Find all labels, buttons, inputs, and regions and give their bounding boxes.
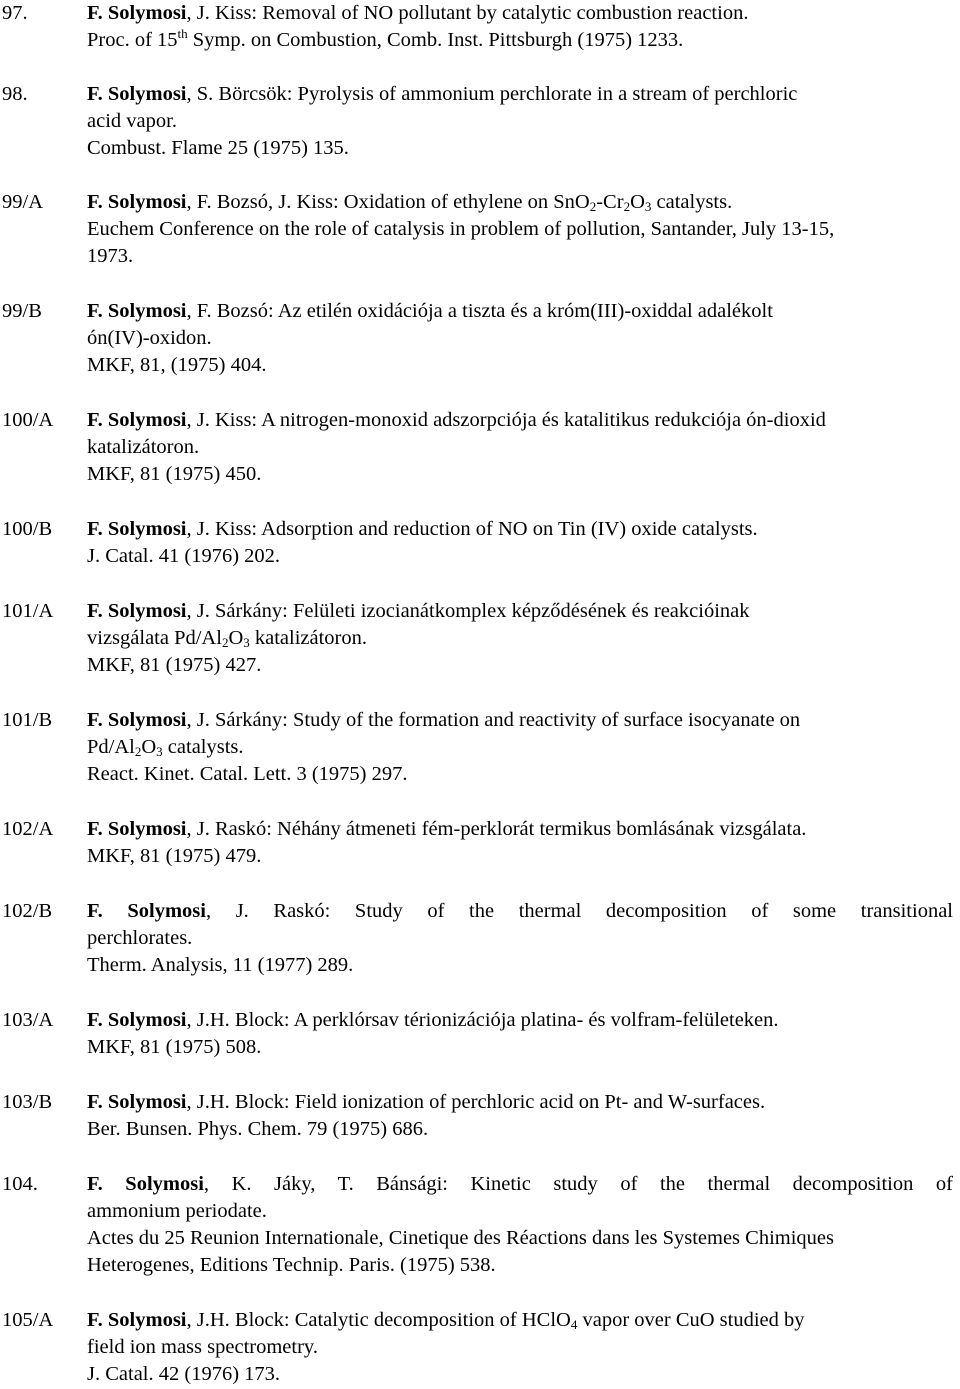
citation-text: , F. Bozsó: Az etilén oxidációja a tiszta és a króm(III)-oxiddal adalékolt [186, 300, 773, 322]
citation-line [87, 652, 953, 679]
citation-text: Therm. Analysis, 11 (1977) 289. [87, 954, 354, 976]
citation-text: , J.H. Block: Field ionization of perchloric acid on Pt- and W-surfaces. [186, 1091, 766, 1113]
author-name: F. Solymosi [87, 709, 187, 731]
citation-text: vapor over CuO studied by [577, 1309, 805, 1331]
citation-text: -Cr [596, 191, 624, 213]
citation-text: Proc. of 15 [87, 29, 178, 51]
citation-authors-title [87, 898, 953, 925]
citation-text: Euchem Conference on the role of catalysis in problem of pollution, Santander, July 13-15, [87, 218, 835, 240]
subscript: 2 [623, 199, 631, 214]
subscript: 3 [644, 199, 652, 214]
author-name: F. Solymosi [87, 1091, 187, 1113]
citation-text: , J. Kiss: Adsorption and reduction of NO on Tin (IV) oxide catalysts. [186, 518, 758, 540]
subscript: 2 [589, 199, 597, 214]
subscript: 3 [156, 744, 163, 759]
entry-number: 102/B [2, 900, 53, 922]
entry-body [87, 0, 953, 54]
citation-text: O [141, 736, 157, 758]
citation-text: ón(IV)-oxidon. [87, 327, 212, 349]
subscript: 4 [570, 1317, 578, 1332]
citation-text: , J.H. Block: A perklórsav térionizációja platina- és volfram-felületeken. [186, 1009, 779, 1031]
citation-text: , J. Kiss: A nitrogen-monoxid adszorpciója és katalitikus redukciója ón-dioxid [186, 409, 826, 431]
entry-number: 103/A [2, 1009, 54, 1031]
citation-authors-title [87, 707, 953, 734]
entry-body [87, 898, 953, 979]
citation-text: , J. Kiss: Removal of NO pollutant by catalytic combustion reaction. [186, 2, 749, 24]
citation-line [87, 543, 953, 570]
citation-text: , S. Börcsök: Pyrolysis of ammonium perchlorate in a stream of perchloric [186, 83, 798, 105]
citation-text: Pd/Al [87, 736, 135, 758]
entry-number: 98. [2, 83, 28, 105]
entry-number: 99/B [2, 300, 42, 322]
citation-text: J. Catal. 41 (1976) 202. [87, 545, 281, 567]
citation-text: React. Kinet. Catal. Lett. 3 (1975) 297. [87, 763, 408, 785]
citation-authors-title [87, 1171, 953, 1198]
citation-line [87, 461, 953, 488]
citation-text: katalizátoron. [249, 627, 368, 649]
entry-body [87, 1007, 953, 1061]
entry-body [87, 598, 953, 679]
citation-text: field ion mass spectrometry. [87, 1336, 318, 1358]
entry-body [87, 816, 953, 870]
citation-text: Ber. Bunsen. Phys. Chem. 79 (1975) 686. [87, 1118, 429, 1140]
citation-line [87, 352, 953, 379]
citation-text: Symp. on Combustion, Comb. Inst. Pittsburgh (1975) 1233. [187, 29, 684, 51]
author-name: F. Solymosi [87, 409, 187, 431]
citation-line [87, 1334, 953, 1361]
citation-line [87, 952, 953, 979]
entry-number: 103/B [2, 1091, 53, 1113]
citation-text: Actes du 25 Reunion Internationale, Cinetique des Réactions dans les Systemes Chimiques [87, 1227, 834, 1249]
entry-number: 104. [2, 1173, 38, 1195]
entry-number: 101/A [2, 600, 54, 622]
citation-line [87, 434, 953, 461]
citation-text: O [228, 627, 244, 649]
entry-body [87, 81, 953, 162]
subscript: 2 [134, 744, 142, 759]
citation-authors-title [87, 1307, 953, 1334]
citation-line [87, 925, 953, 952]
citation-line [87, 1116, 953, 1143]
superscript: th [177, 26, 188, 41]
subscript: 3 [243, 635, 250, 650]
subscript: 2 [221, 635, 229, 650]
entry-number: 100/B [2, 518, 53, 540]
citation-text: vizsgálata Pd/Al [87, 627, 222, 649]
citation-line [87, 216, 953, 243]
citation-text: MKF, 81, (1975) 404. [87, 354, 267, 376]
citation-line [87, 108, 953, 135]
entry-number: 101/B [2, 709, 53, 731]
entry-body [87, 298, 953, 379]
citation-text: perchlorates. [87, 927, 193, 949]
citation-text: catalysts. [651, 191, 733, 213]
author-name: F. Solymosi [87, 191, 187, 213]
author-name: F. Solymosi [87, 1309, 187, 1331]
citation-text: katalizátoron. [87, 436, 200, 458]
citation-text: , F. Bozsó, J. Kiss: Oxidation of ethylene on SnO [186, 191, 590, 213]
citation-authors-title [87, 189, 953, 216]
citation-line [87, 325, 953, 352]
citation-authors-title [87, 598, 953, 625]
citation-text: MKF, 81 (1975) 427. [87, 654, 262, 676]
citation-line [87, 1034, 953, 1061]
citation-line [87, 843, 953, 870]
author-name: F. Solymosi [87, 600, 187, 622]
author-name: F. Solymosi [87, 518, 187, 540]
citation-line [87, 734, 953, 761]
citation-text: 1973. [87, 245, 134, 267]
entry-body [87, 1171, 953, 1279]
citation-text: catalysts. [162, 736, 244, 758]
entry-body [87, 189, 953, 270]
entry-number: 99/A [2, 191, 43, 213]
citation-text: , J. Sárkány: Study of the formation and reactivity of surface isocyanate on [186, 709, 801, 731]
entry-number: 100/A [2, 409, 54, 431]
citation-text: O [630, 191, 645, 213]
citation-text: , J. Sárkány: Felületi izocianátkomplex képződésének és reakcióinak [186, 600, 750, 622]
citation-text: , J. Raskó: Néhány átmeneti fém-perklorát termikus bomlásának vizsgálata. [186, 818, 807, 840]
citation-authors-title [87, 298, 953, 325]
citation-authors-title [87, 1007, 953, 1034]
citation-authors-title [87, 816, 953, 843]
citation-line [87, 135, 953, 162]
entry-number: 97. [2, 2, 28, 24]
citation-line [87, 27, 953, 54]
citation-line [87, 1361, 953, 1388]
citation-line [87, 1225, 953, 1252]
citation-line [87, 243, 953, 270]
author-name: F. Solymosi [87, 83, 187, 105]
citation-text: , J. Raskó: Study of the thermal decomposition of some transitional [205, 900, 953, 922]
author-name: F. Solymosi [87, 1009, 187, 1031]
citation-line [87, 761, 953, 788]
author-name: F. Solymosi [87, 1173, 204, 1195]
entry-body [87, 1089, 953, 1143]
citation-text: Heterogenes, Editions Technip. Paris. (1975) 538. [87, 1254, 496, 1276]
entry-body [87, 516, 953, 570]
citation-authors-title [87, 1089, 953, 1116]
author-name: F. Solymosi [87, 2, 187, 24]
entry-number: 105/A [2, 1309, 54, 1331]
citation-authors-title [87, 81, 953, 108]
citation-line [87, 625, 953, 652]
citation-line [87, 1198, 953, 1225]
citation-text: J. Catal. 42 (1976) 173. [87, 1363, 281, 1385]
citation-text: MKF, 81 (1975) 450. [87, 463, 262, 485]
citation-authors-title [87, 407, 953, 434]
citation-authors-title [87, 0, 953, 27]
author-name: F. Solymosi [87, 900, 206, 922]
entry-body [87, 707, 953, 788]
citation-text: ammonium periodate. [87, 1200, 267, 1222]
citation-text: Combust. Flame 25 (1975) 135. [87, 137, 349, 159]
entry-number: 102/A [2, 818, 54, 840]
entry-body [87, 407, 953, 488]
citation-authors-title [87, 516, 953, 543]
citation-text: MKF, 81 (1975) 479. [87, 845, 262, 867]
citation-text: MKF, 81 (1975) 508. [87, 1036, 262, 1058]
citation-text: , K. Jáky, T. Bánsági: Kinetic study of the thermal decomposition of [203, 1173, 953, 1195]
author-name: F. Solymosi [87, 300, 187, 322]
citation-line [87, 1252, 953, 1279]
citation-text: acid vapor. [87, 110, 177, 132]
author-name: F. Solymosi [87, 818, 187, 840]
entry-body [87, 1307, 953, 1388]
citation-text: , J.H. Block: Catalytic decomposition of HClO [186, 1309, 571, 1331]
